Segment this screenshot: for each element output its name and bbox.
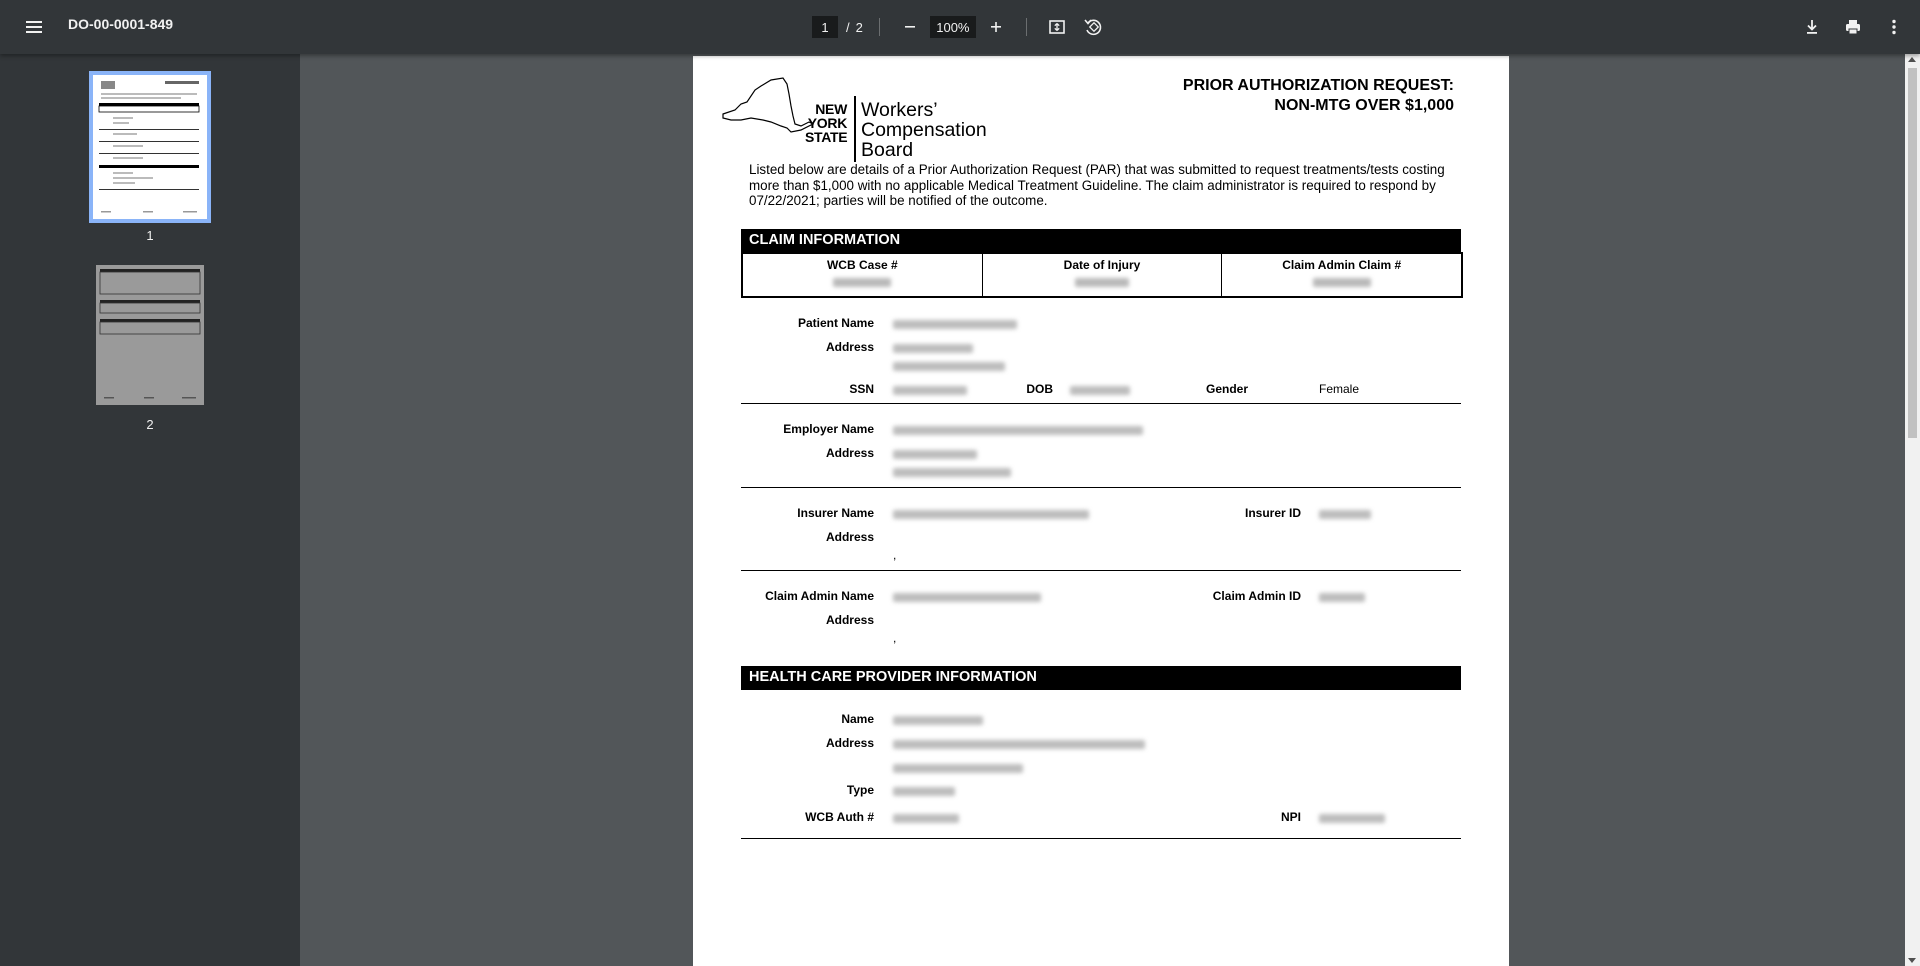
insurer-address-label: Address (825, 530, 874, 544)
gender-value: Female (1319, 382, 1360, 396)
redacted-value (893, 362, 1005, 371)
redacted-value (893, 320, 1017, 329)
insurer-name-label: Insurer Name (797, 506, 874, 520)
intro-paragraph: Listed below are details of a Prior Authorization Request (PAR) that was submitted to request treatments/tests costing more than $1,000 with no applicable Medical Treatment Guideline. The claim administrator is required to respond by 07/22/2021; parties will be notified of the outcome. (749, 162, 1445, 208)
page-zoom-controls (812, 13, 1107, 41)
insurer-id-label: Insurer ID (1244, 506, 1301, 520)
download-icon (1798, 13, 1826, 41)
toolbar-actions (1798, 13, 1908, 41)
redacted-value (893, 814, 959, 823)
scroll-up-arrow-icon[interactable] (1908, 57, 1916, 62)
redacted-value (893, 787, 955, 796)
page-total: 2 (855, 19, 863, 35)
zoom-out-button[interactable] (896, 13, 924, 41)
minus-icon (896, 13, 924, 41)
thumbnail-page-2[interactable] (96, 265, 204, 405)
toolbar-divider (1026, 18, 1027, 36)
print-button[interactable] (1839, 13, 1867, 41)
claim-information-header: CLAIM INFORMATION (741, 229, 1461, 253)
fit-page-icon (1043, 13, 1071, 41)
toolbar-divider (879, 18, 880, 36)
dob-label: DOB (1026, 382, 1053, 396)
employer-name-label: Employer Name (783, 422, 874, 436)
insurer-address-comma: , (893, 548, 897, 562)
redacted-value (893, 593, 1041, 602)
redacted-value (893, 450, 977, 459)
redacted-value (893, 740, 1145, 749)
document-viewer[interactable] (300, 54, 1920, 966)
logo-state-text: NEW YORK STATE (805, 101, 848, 145)
more-actions-button[interactable] (1880, 13, 1908, 41)
health-care-provider-header: HEALTH CARE PROVIDER INFORMATION (741, 666, 1461, 690)
provider-name-label: Name (841, 712, 874, 726)
rotate-button[interactable] (1079, 13, 1107, 41)
section-rule (741, 570, 1461, 571)
zoom-in-button[interactable] (982, 13, 1010, 41)
page-2-preview-graphic (96, 265, 204, 405)
redacted-value (893, 510, 1089, 519)
patient-address-label: Address (825, 340, 874, 354)
redacted-value (893, 426, 1143, 435)
patient-name-label: Patient Name (797, 316, 874, 330)
gender-label: Gender (1205, 382, 1248, 396)
logo-board-text: Workers’ Compensation Board (861, 99, 987, 161)
employer-address-label: Address (825, 446, 874, 460)
thumbnail-label: 1 (146, 228, 154, 243)
print-icon (1839, 13, 1867, 41)
redacted-value (1319, 510, 1371, 519)
redacted-value (833, 278, 891, 287)
section-rule (741, 487, 1461, 488)
claim-admin-id-label: Claim Admin ID (1212, 589, 1301, 603)
claim-admin-name-label: Claim Admin Name (765, 589, 874, 603)
page-separator: / (846, 19, 850, 35)
wcb-auth-label: WCB Auth # (805, 810, 874, 824)
zoom-level-input[interactable] (930, 16, 976, 38)
redacted-value (1075, 278, 1129, 287)
provider-address-label: Address (825, 736, 874, 750)
redacted-value (1313, 278, 1371, 287)
rotate-icon (1079, 13, 1107, 41)
redacted-value (893, 344, 973, 353)
thumbnail-page-1[interactable] (89, 71, 211, 223)
claim-info-table (741, 252, 1463, 298)
claim-admin-claim-cell: Claim Admin Claim # (1221, 254, 1461, 296)
document-title: DO-00-0001-849 (68, 16, 174, 32)
fit-page-button[interactable] (1043, 13, 1071, 41)
redacted-value (1319, 814, 1385, 823)
form-title: PRIOR AUTHORIZATION REQUEST: NON-MTG OVER $1,000 (1182, 77, 1454, 114)
scrollbar-thumb[interactable] (1908, 68, 1917, 438)
claim-admin-address-label: Address (825, 613, 874, 627)
ssn-label: SSN (849, 382, 874, 396)
scroll-down-arrow-icon[interactable] (1908, 958, 1916, 963)
hamburger-menu-icon[interactable] (20, 13, 48, 41)
npi-label: NPI (1280, 810, 1301, 824)
redacted-value (1070, 386, 1130, 395)
plus-icon (982, 13, 1010, 41)
section-rule (741, 403, 1461, 404)
redacted-value (893, 386, 967, 395)
redacted-value (893, 764, 1023, 773)
download-button[interactable] (1798, 13, 1826, 41)
claim-admin-address-comma: , (893, 631, 897, 645)
date-of-injury-cell: Date of Injury (982, 254, 1222, 296)
wcb-case-cell: WCB Case # (743, 254, 982, 296)
thumbnail-sidebar (0, 54, 300, 966)
page-1-preview-graphic (93, 75, 207, 219)
logo-divider (854, 96, 856, 162)
pdf-page (693, 56, 1509, 966)
more-vertical-icon (1880, 13, 1908, 41)
thumbnail-label: 2 (146, 417, 154, 432)
provider-type-label: Type (846, 783, 874, 797)
section-rule (741, 838, 1461, 839)
vertical-scrollbar[interactable] (1905, 54, 1920, 966)
redacted-value (1319, 593, 1365, 602)
redacted-value (893, 716, 983, 725)
pdf-toolbar (0, 0, 1920, 54)
redacted-value (893, 468, 1011, 477)
page-number-input[interactable] (812, 16, 838, 38)
